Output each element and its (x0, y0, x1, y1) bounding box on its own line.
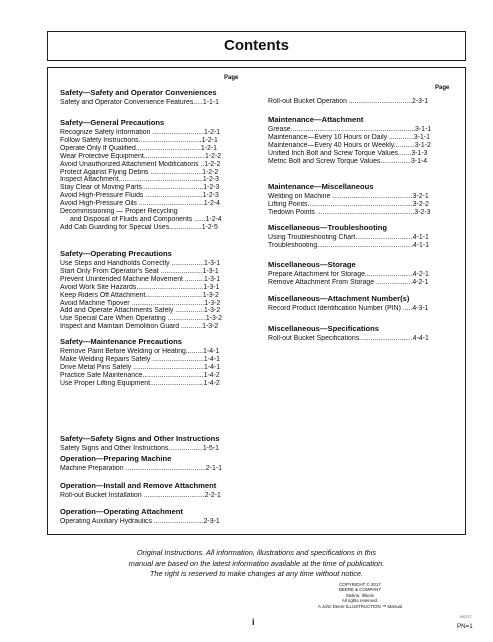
toc-entry[interactable]: Safety Signs and Other Instructions..................1-5-1 (60, 445, 219, 452)
section-title: Miscellaneous—Attachment Number(s) (268, 294, 410, 303)
toc-section (268, 182, 458, 217)
section-title: Safety—General Precautions (60, 118, 165, 127)
toc-entry[interactable]: Inspect and Maintain Demolition Guard ...........1-3-2 (60, 323, 219, 331)
toc-entry[interactable]: Add Cab Guarding for Special Uses.................1-2-5 (60, 223, 218, 231)
page-number: i (252, 617, 255, 627)
toc-section (268, 294, 458, 313)
doc-code: 092717 (460, 615, 472, 619)
toc-entry[interactable]: Record Product Identification Number (PIN) .....4-3-1 (268, 305, 429, 312)
toc-entry[interactable]: Make Welding Repairs Safely ...........................1-4-1 (60, 355, 220, 363)
toc-section (60, 507, 256, 526)
toc-entry[interactable]: Roll-out Bucket Installation ................................2-2-1 (60, 492, 221, 499)
copyright-line: DEERE & COMPANY (338, 587, 382, 593)
toc-entry[interactable]: Grease.................................................................3-1-1 (268, 126, 432, 133)
section-title: Miscellaneous—Storage (268, 260, 356, 269)
toc-entry[interactable]: Wear Protective Equipment................................1-2-2 (60, 152, 222, 160)
toc-entry[interactable]: Use Steps and Handholds Correctly .................1-3-1 (60, 260, 221, 267)
toc-entry[interactable]: Stay Clear of Moving Parts................................1-2-3 (60, 184, 220, 192)
toc-section (268, 223, 458, 250)
copyright-line: COPYRIGHT © 2017 (339, 582, 381, 587)
toc-entry[interactable]: Maintenance—Every 10 Hours or Daily .............3-1-1 (268, 133, 430, 141)
toc-entry[interactable]: Avoid High-Pressure Fluids ..............................1-2-3 (60, 192, 219, 200)
toc-entry[interactable]: Decommissioning — Proper Recycling (60, 208, 178, 216)
toc-section (268, 260, 458, 287)
contents-box (47, 67, 466, 535)
section-title: Safety—Operating Precautions (60, 249, 172, 258)
toc-entry[interactable]: Keep Riders Off Attachment..............................1-3-2 (60, 291, 219, 299)
toc-entry[interactable]: Avoid Work Site Hazards...................................1-3-1 (60, 283, 220, 291)
toc-entry[interactable]: Unified Inch Bolt and Screw Torque Values.......3-1-3 (268, 149, 428, 157)
toc-entry[interactable]: Safety and Operator Convenience Features.....1-1-1 (60, 99, 219, 106)
toc-entry[interactable]: Avoid Unauthorized Attachment Modifications ..1-2-2 (60, 160, 221, 168)
toc-entry[interactable]: Use Special Care When Operating ....................1-3-2 (60, 315, 222, 323)
footer-line: manual are based on the latest information available at the time of publication. (128, 558, 385, 568)
toc-entry[interactable]: Prepare Attachment for Storage.........................4-2-1 (268, 271, 429, 278)
toc-section (268, 324, 458, 343)
toc-entry[interactable]: Remove Attachment From Storage ...................4-2-1 (268, 278, 429, 286)
toc-entry[interactable]: Drive Metal Pins Safely .....................................1-4-1 (60, 363, 221, 371)
toc-entry[interactable]: Avoid High-Pressure Oils ..................................1-2-4 (60, 200, 220, 208)
toc-section (60, 434, 256, 453)
footer-notice (47, 548, 466, 580)
toc-entry[interactable]: Practice Safe Maintenance................................1-4-2 (60, 371, 220, 379)
toc-entry[interactable]: Prevent Unintended Machine Movement ..........1-3-1 (60, 275, 221, 283)
copyright-line: Moline, Illinois (346, 592, 374, 598)
copyright-line: A John Deere ILLUSTRUCTION ™ Manual (318, 603, 402, 609)
footer-line: The right is reserved to make changes at any time without notice. (149, 569, 364, 578)
toc-entry[interactable]: Inspect Attachment............................................1-2-3 (60, 176, 219, 184)
section-title: Safety—Safety Signs and Other Instructions (60, 434, 220, 443)
toc-entry[interactable]: Roll-out Bucket Operation .................................2-3-1 (268, 98, 429, 105)
section-title: Maintenance—Miscellaneous (268, 182, 374, 191)
toc-entry[interactable]: Use Proper Lifting Equipment............................1-4-2 (60, 379, 220, 387)
section-title: Maintenance—Attachment (268, 115, 364, 124)
toc-section (60, 337, 256, 388)
toc-entry[interactable]: Operating Auxiliary Hydraulics ..........................2-3-1 (60, 518, 220, 525)
toc-entry[interactable]: Start Only From Operator's Seat ......................1-3-1 (60, 267, 219, 275)
footer-line: Original Instructions. All information, illustrations and specifications in this (136, 548, 377, 557)
toc-entry[interactable]: and Disposal of Fluids and Components ......1-2-4 (70, 215, 222, 223)
section-title: Miscellaneous—Troubleshooting (268, 223, 387, 232)
toc-section (60, 481, 256, 500)
toc-entry[interactable]: Troubleshooting..................................................4-1-1 (268, 241, 429, 249)
page-title: Contents (224, 37, 289, 54)
toc-section (268, 98, 458, 106)
toc-section (268, 115, 458, 166)
section-title: Miscellaneous—Specifications (268, 324, 379, 333)
page-column-header-right: Page (435, 85, 450, 91)
toc-section (60, 88, 256, 107)
toc-entry[interactable]: Machine Preparation ..........................................2-1-1 (60, 465, 222, 472)
toc-section (60, 118, 256, 232)
toc-entry[interactable]: Recognize Safety Information ...........................1-2-1 (60, 129, 221, 136)
copyright-line: All rights reserved. (341, 598, 379, 604)
pn-label: PN=1 (457, 623, 473, 630)
section-title: Safety—Safety and Operator Conveniences (60, 88, 217, 97)
toc-entry[interactable]: Roll-out Bucket Specifications............................4-4-1 (268, 335, 429, 342)
toc-section (60, 249, 256, 331)
toc-entry[interactable]: Remove Paint Before Welding or Heating.........1-4-1 (60, 348, 220, 355)
page-column-header-left: Page (224, 75, 239, 81)
toc-section (60, 454, 256, 473)
toc-entry[interactable]: Welding on Machine ..........................................3-2-1 (268, 193, 429, 200)
toc-entry[interactable]: Maintenance—Every 40 Hours or Weekly...........3-1-2 (268, 141, 431, 149)
toc-entry[interactable]: Lifting Points.......................................................3-2-2 (268, 200, 429, 208)
toc-entry[interactable]: Operate Only If Qualified..................................1-2-1 (60, 144, 218, 152)
toc-entry[interactable]: Protect Against Flying Debris ...........................1-2-2 (60, 168, 219, 176)
section-title: Safety—Maintenance Precautions (60, 337, 182, 346)
copyright-block (300, 582, 420, 609)
toc-entry[interactable]: Avoid Machine Tipover ......................................1-3-2 (60, 299, 221, 307)
toc-entry[interactable]: Add and Operate Attachments Safely ...............1-3-2 (60, 307, 221, 315)
toc-entry[interactable]: Tiedown Points ...................................................3-2-3 (268, 208, 431, 216)
toc-entry[interactable]: Follow Safety Instructions.................................1-2-1 (60, 136, 218, 144)
section-title: Operation—Install and Remove Attachment (60, 481, 217, 490)
title-box (47, 31, 466, 61)
toc-entry[interactable]: Metric Bolt and Screw Torque Values................3-1-4 (268, 157, 428, 165)
section-title: Operation—Preparing Machine (60, 454, 172, 463)
toc-entry[interactable]: Using Troubleshooting Chart..............................4-1-1 (268, 234, 429, 241)
section-title: Operation—Operating Attachment (60, 507, 183, 516)
